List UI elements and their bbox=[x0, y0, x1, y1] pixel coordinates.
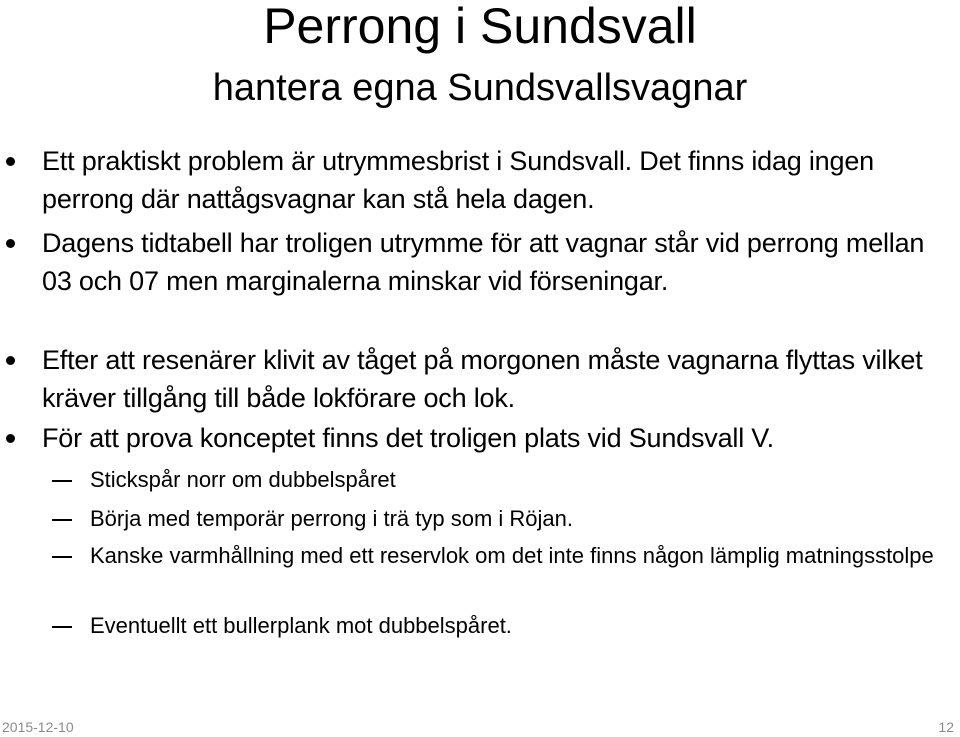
dash-icon bbox=[52, 519, 72, 521]
bullet-text: Dagens tidtabell har troligen utrymme för att vagnar står vid perrong mellan 03 och 07 men marginalerna minskar vid förseningar. bbox=[42, 228, 925, 296]
bullet-dot-icon bbox=[6, 356, 15, 365]
bullet-text: För att prova konceptet finns det troligen plats vid Sundsvall V. bbox=[42, 423, 774, 453]
dash-icon bbox=[52, 626, 72, 628]
dash-icon bbox=[52, 556, 72, 558]
page-number: 12 bbox=[938, 719, 954, 735]
sub-bullet-text: Börja med temporär perrong i trä typ som i Röjan. bbox=[90, 506, 573, 531]
bullet-text: Ett praktiskt problem är utrymmesbrist i Sundsvall. Det finns idag ingen perrong där nattågsvagnar kan stå hela dagen. bbox=[42, 146, 874, 214]
slide-subtitle: hantera egna Sundsvallsvagnar bbox=[212, 67, 748, 109]
sub-bullet-text: Kanske varmhållning med ett reservlok om det inte finns någon lämplig matningsstolpe bbox=[90, 543, 934, 568]
sub-bullet-text: Eventuellt ett bullerplank mot dubbelspåret. bbox=[90, 613, 512, 638]
bullet-dot-icon bbox=[6, 434, 15, 443]
bullet-dot-icon bbox=[6, 239, 15, 248]
slide-title: Perrong i Sundsvall bbox=[263, 0, 697, 54]
dash-icon bbox=[52, 480, 72, 482]
bullet-text: Efter att resenärer klivit av tåget på morgonen måste vagnarna flyttas vilket kräver tillgång till både lokförare och lok. bbox=[42, 345, 923, 413]
bullet-dot-icon bbox=[6, 157, 15, 166]
sub-bullet-text: Stickspår norr om dubbelspåret bbox=[90, 467, 396, 492]
footer-date: 2015-12-10 bbox=[2, 719, 74, 735]
